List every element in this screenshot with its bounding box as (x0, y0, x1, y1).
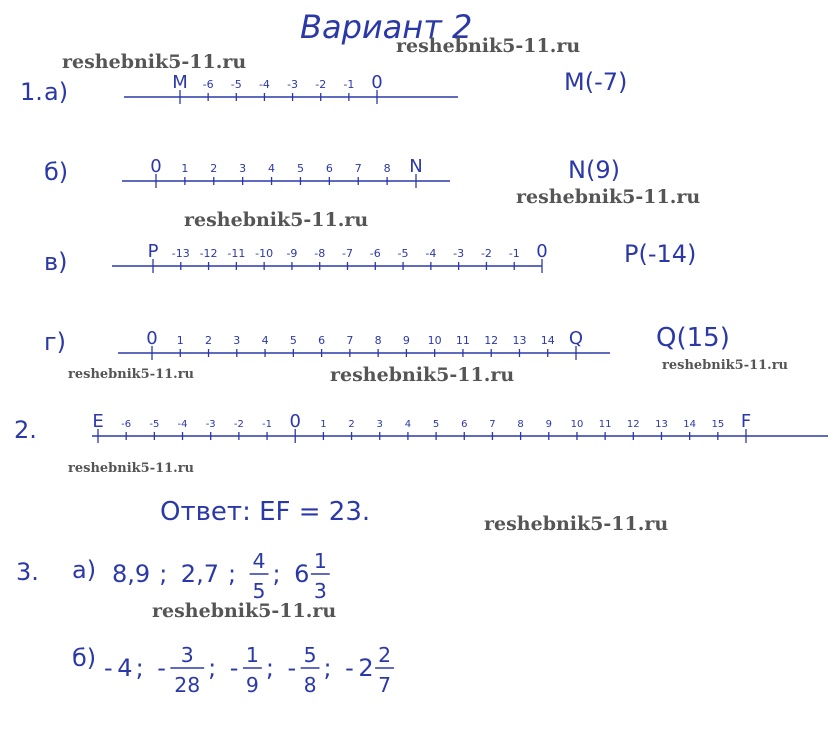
tick-label: 1 (181, 162, 189, 175)
problem-1c-label: в) (44, 248, 68, 276)
tick-label: -6 (202, 78, 214, 91)
watermark: reshebnik5-11.ru (662, 358, 789, 373)
watermark: reshebnik5-11.ru (484, 513, 669, 535)
problem-1d-answer: Q(15) (656, 323, 730, 353)
tick-label: 4 (404, 419, 412, 430)
number-line-1d (118, 328, 610, 360)
tick-label: -5 (230, 78, 242, 91)
tick-label: N (409, 156, 423, 177)
tick-label: 4 (261, 334, 269, 347)
problem-1d-label: г) (44, 328, 66, 356)
tick-label: 15 (711, 419, 725, 430)
separator: ; (228, 560, 237, 588)
tick-label: 3 (239, 162, 247, 175)
tick-label: -3 (453, 247, 465, 260)
numerator: 1 (245, 643, 259, 667)
minus-sign: - (345, 654, 354, 682)
denominator: 3 (313, 579, 327, 603)
separator: ; (159, 560, 168, 588)
tick-label: -1 (262, 419, 273, 430)
tick-label: -5 (397, 247, 409, 260)
tick-label: 12 (626, 419, 640, 430)
tick-label: 8 (374, 334, 382, 347)
tick-label: 0 (146, 328, 158, 349)
number-line-2 (92, 411, 828, 443)
tick-label: -2 (480, 247, 492, 260)
tick-label: P (147, 241, 159, 262)
watermark: reshebnik5-11.ru (330, 364, 515, 386)
tick-label: 6 (461, 419, 468, 430)
problem-3b-label: б) (72, 644, 97, 672)
list-value: 2,7 (180, 560, 219, 588)
whole-part: 2 (358, 654, 374, 682)
numerator: 1 (313, 549, 327, 573)
denominator: 7 (378, 673, 392, 697)
numerator: 2 (378, 643, 392, 667)
problem-3a-label: а) (72, 556, 97, 584)
problem-1b-label: б) (44, 158, 69, 186)
tick-label: E (92, 411, 104, 432)
tick-label: -5 (149, 419, 160, 430)
minus-sign: - (157, 654, 166, 682)
watermark: reshebnik5-11.ru (152, 600, 337, 622)
problem-1c-answer: P(-14) (624, 240, 697, 268)
list-value: 8,9 (112, 560, 151, 588)
tick-label: 5 (296, 162, 304, 175)
tick-label: 3 (376, 419, 383, 430)
tick-label: -11 (227, 247, 246, 260)
tick-label: -8 (314, 247, 326, 260)
minus-sign: - (229, 654, 239, 682)
problem-3b-list (104, 643, 394, 697)
tick-label: F (740, 411, 752, 432)
tick-label: -3 (287, 78, 299, 91)
minus-sign: - (287, 654, 297, 682)
tick-label: 5 (289, 334, 297, 347)
numerator: 5 (303, 643, 317, 667)
tick-label: -1 (343, 78, 355, 91)
tick-label: 11 (598, 419, 612, 430)
tick-label: 14 (540, 334, 555, 347)
tick-label: -7 (342, 247, 353, 260)
tick-label: 10 (427, 334, 442, 347)
problem-1b-answer: N(9) (568, 156, 620, 184)
tick-label: -4 (258, 78, 270, 91)
denominator: 8 (303, 673, 317, 697)
tick-label: -12 (199, 247, 218, 260)
tick-label: 6 (325, 162, 333, 175)
tick-label: 0 (150, 156, 162, 177)
denominator: 9 (245, 673, 259, 697)
tick-label: 7 (489, 419, 496, 430)
tick-label: 2 (210, 162, 218, 175)
tick-label: 1 (176, 334, 184, 347)
tick-label: 7 (354, 162, 362, 175)
denominator: 5 (252, 579, 266, 603)
tick-label: 4 (268, 162, 276, 175)
watermark: reshebnik5-11.ru (516, 186, 701, 208)
page-title: Вариант 2 (300, 8, 473, 46)
tick-label: -3 (205, 419, 216, 430)
tick-label: 9 (545, 419, 552, 430)
separator: ; (265, 654, 274, 682)
numerator: 3 (180, 643, 194, 667)
tick-label: 8 (517, 419, 524, 430)
tick-label: -4 (177, 419, 188, 430)
tick-label: 12 (484, 334, 499, 347)
number-line-1a (124, 72, 458, 104)
tick-label: -9 (286, 247, 298, 260)
tick-label: 11 (455, 334, 470, 347)
tick-label: 2 (205, 334, 213, 347)
tick-label: 2 (348, 419, 355, 430)
number-line-1c (112, 241, 548, 273)
denominator: 28 (174, 673, 201, 697)
tick-label: 6 (318, 334, 326, 347)
separator: ; (323, 654, 332, 682)
tick-label: -2 (233, 419, 244, 430)
problem-3a-list (112, 549, 330, 603)
tick-label: 7 (346, 334, 354, 347)
tick-label: -6 (369, 247, 381, 260)
problem-1a-label: а) (44, 78, 69, 106)
watermark: reshebnik5-11.ru (68, 461, 195, 476)
problem-1a-answer: M(-7) (564, 68, 628, 96)
minus-sign: - (104, 654, 113, 682)
tick-label: 1 (320, 419, 327, 430)
whole-part: 6 (294, 560, 310, 588)
problem-2-answer: Ответ: EF = 23. (160, 497, 371, 527)
problem-1-number: 1. (20, 78, 43, 106)
tick-label: 13 (512, 334, 527, 347)
tick-label: 3 (233, 334, 241, 347)
tick-label: 9 (402, 334, 410, 347)
tick-label: 10 (570, 419, 584, 430)
separator: ; (135, 654, 144, 682)
tick-label: 5 (432, 419, 440, 430)
watermark: reshebnik5-11.ru (184, 209, 369, 231)
numerator: 4 (252, 549, 266, 573)
tick-label: 0 (536, 241, 548, 262)
tick-label: M (172, 72, 188, 93)
watermark: reshebnik5-11.ru (68, 367, 195, 382)
separator: ; (272, 560, 281, 588)
watermark: reshebnik5-11.ru (62, 51, 247, 73)
tick-label: 0 (289, 411, 301, 432)
tick-label: -10 (255, 247, 274, 260)
tick-label: -4 (425, 247, 437, 260)
tick-label: 8 (383, 162, 391, 175)
number-line-1b (122, 156, 450, 188)
problem-3-number: 3. (16, 558, 39, 586)
tick-label: 14 (683, 419, 697, 430)
tick-label: 0 (371, 72, 383, 93)
tick-label: -6 (121, 419, 132, 430)
tick-label: -13 (171, 247, 190, 260)
list-value: 4 (117, 654, 133, 682)
tick-label: Q (568, 328, 584, 349)
tick-label: 13 (655, 419, 668, 430)
tick-label: -1 (508, 247, 520, 260)
watermark: reshebnik5-11.ru (396, 35, 581, 57)
problem-2-number: 2. (14, 416, 37, 444)
separator: ; (208, 654, 217, 682)
tick-label: -2 (315, 78, 327, 91)
